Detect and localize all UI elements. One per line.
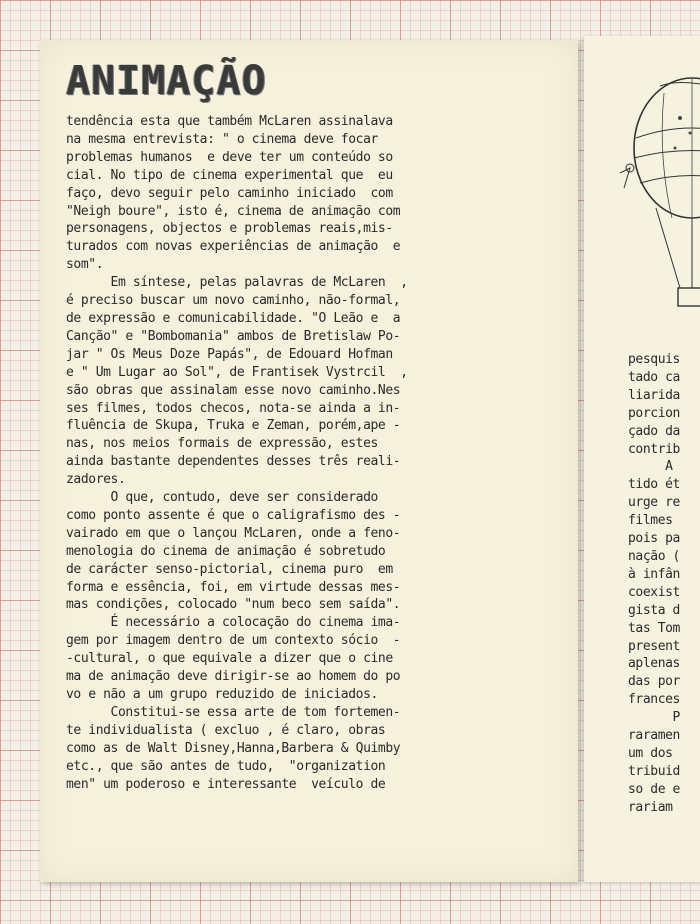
hot-air-balloon-illustration [620, 58, 700, 348]
right-page-column-text: pesquis tado ca liarida porcion çado da contrib A tido ét urge re filmes pois pa nação ( à infân coexist gista d tas Tom present aplenas das por frances P raramen um dos tribuid so de e rariam [628, 352, 680, 815]
article-body-text: tendência esta que também McLaren assinalava na mesma entrevista: " o cinema deve focar problemas humanos e deve ter um conteúdo so cial. No tipo de cinema experimental que eu faço, devo seguir pelo caminho iniciado com "Neigh boure", isto é, cinema de animação com personagens, objectos e problemas reais,mis- turados com novas experiências de animação e som". Em síntese, pelas palavras de McLaren , é preciso buscar um novo caminho, não-formal, de expressão e comunicabilidade. "O Leão e a Canção" e "Bombomania" ambos de Bretislaw Po- jar " Os Meus Doze Papás", de Edouard Hofman e " Um Lugar ao Sol", de Frantisek Vystrcil , são obras que assinalam esse novo caminho.Nes ses filmes, todos checos, nota-se ainda a in- fluência de Skupa, Truka e Zeman, porém,ape - nas, nos meios formais de expressão, estes ainda bastante dependentes desses três reali- zadores. O que, contudo, deve ser considerado como ponto assente é que o caligrafismo des - vairado em que o lançou McLaren, onde a feno- menologia do cinema de animação é sobretudo de carácter senso-pictorial, cinema puro em forma e essência, foi, em virtude dessas mes- mas condições, colocado "num beco sem saída". É necessário a colocação do cinema ima- gem por imagem dentro de um contexto sócio - -cultural, o que equivale a dizer que o cine ma de animação deve dirigir-se ao homem do po vo e não a um grupo reduzido de iniciados. Constitui-se essa arte de tom fortemen- te individualista ( excluo , é claro, obras como as de Walt Disney,Hanna,Barbera & Quimby etc., que são antes de tudo, "organization men" um poderoso e interessante veículo de [66, 114, 408, 792]
page-title: ANIMAÇÃO [66, 58, 267, 104]
right-page [584, 36, 700, 882]
